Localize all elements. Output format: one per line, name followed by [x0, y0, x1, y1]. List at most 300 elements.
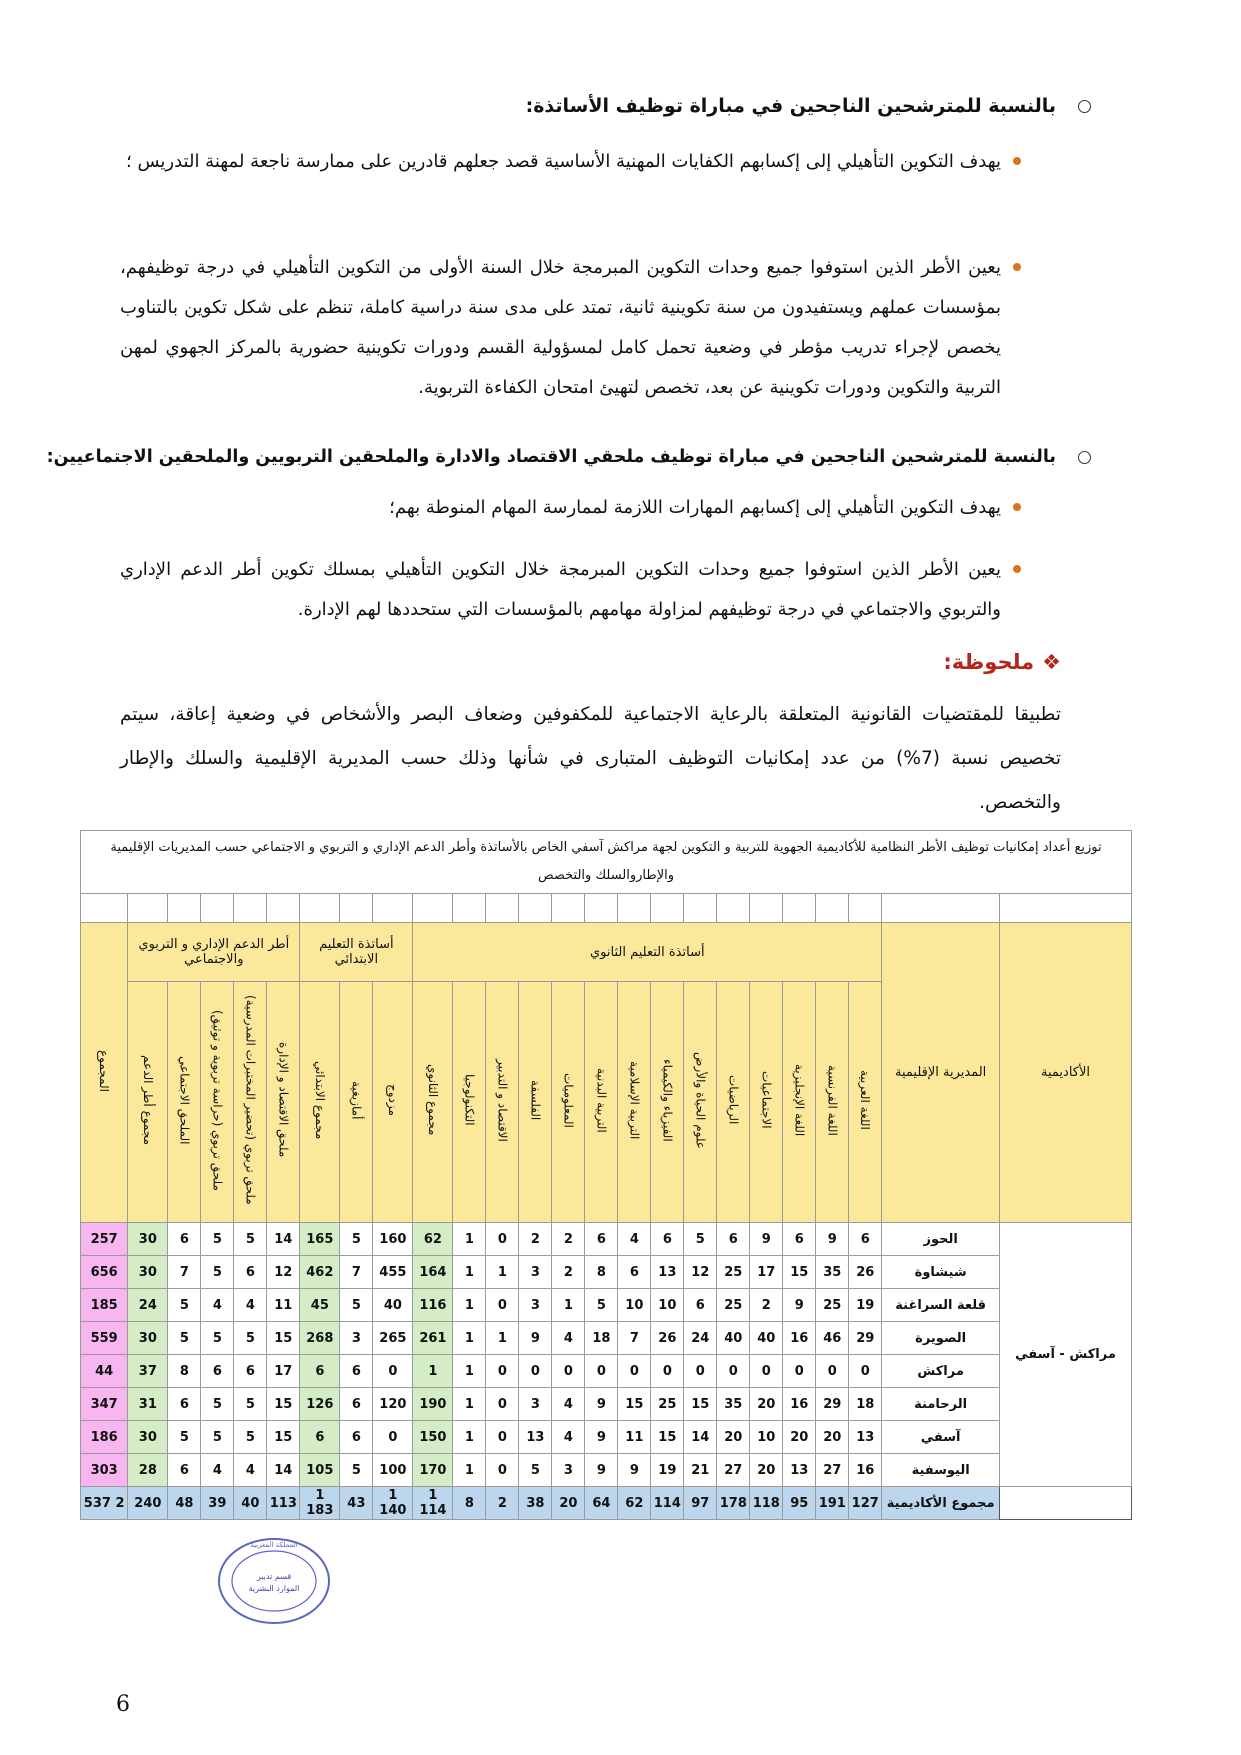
- value-cell: 190: [413, 1388, 453, 1421]
- value-cell: 5: [168, 1289, 201, 1322]
- value-cell: 265: [373, 1322, 413, 1355]
- value-cell: 18: [585, 1322, 618, 1355]
- total-cell: 8: [453, 1487, 486, 1520]
- total-cell: 114: [651, 1487, 684, 1520]
- value-cell: 1: [453, 1355, 486, 1388]
- value-cell: 1: [453, 1388, 486, 1421]
- value-cell: 3: [552, 1454, 585, 1487]
- bullet-dot-icon: [1013, 263, 1021, 271]
- value-cell: 4: [234, 1289, 267, 1322]
- column-header: مجموع الابتدائي: [300, 982, 340, 1223]
- circle-bullet-icon: [1078, 100, 1091, 113]
- value-cell: 18: [849, 1388, 882, 1421]
- column-header: مجموع الثانوي: [413, 982, 453, 1223]
- value-cell: 7: [618, 1322, 651, 1355]
- table-row: [81, 1355, 1132, 1388]
- value-cell: 5: [234, 1223, 267, 1256]
- value-cell: 13: [651, 1256, 684, 1289]
- header-support: أطر الدعم الإداري و التربوي والاجتماعي: [128, 923, 300, 982]
- value-cell: 5: [201, 1388, 234, 1421]
- value-cell: 6: [717, 1223, 750, 1256]
- total-cell: 127: [849, 1487, 882, 1520]
- value-cell: 5: [168, 1421, 201, 1454]
- directorate-cell: اليوسفية: [882, 1454, 1000, 1487]
- value-cell: 20: [750, 1388, 783, 1421]
- value-cell: 17: [750, 1256, 783, 1289]
- value-cell: 20: [717, 1421, 750, 1454]
- blank-cell: [81, 894, 128, 923]
- value-cell: 9: [585, 1421, 618, 1454]
- total-cell: 43: [340, 1487, 373, 1520]
- blank-cell: [651, 894, 684, 923]
- value-cell: 13: [849, 1421, 882, 1454]
- total-cell: 40: [234, 1487, 267, 1520]
- blank-cell: [128, 894, 168, 923]
- bullet-dot-icon: [1013, 503, 1021, 511]
- table-row: [81, 1322, 1132, 1355]
- empty-cell: [1000, 1487, 1132, 1520]
- value-cell: 16: [849, 1454, 882, 1487]
- value-cell: 35: [816, 1256, 849, 1289]
- value-cell: 5: [201, 1421, 234, 1454]
- value-cell: 6: [651, 1223, 684, 1256]
- value-cell: 1: [453, 1454, 486, 1487]
- value-cell: 35: [717, 1388, 750, 1421]
- value-cell: 40: [373, 1289, 413, 1322]
- value-cell: 9: [750, 1223, 783, 1256]
- value-cell: 24: [128, 1289, 168, 1322]
- value-cell: 165: [300, 1223, 340, 1256]
- value-cell: 6: [234, 1256, 267, 1289]
- section1-bullet-1: يهدف التكوين التأهيلي إلى إكسابهم الكفايات المهنية الأساسية قصد جعلهم قادرين على ممارسة ناجعة لمهنة التدريس ؛: [120, 142, 1001, 182]
- value-cell: 30: [128, 1421, 168, 1454]
- value-cell: 186: [81, 1421, 128, 1454]
- value-cell: 0: [585, 1355, 618, 1388]
- value-cell: 160: [373, 1223, 413, 1256]
- circle-bullet-icon: [1078, 451, 1091, 464]
- value-cell: 5: [234, 1388, 267, 1421]
- value-cell: 6: [340, 1421, 373, 1454]
- bullet-dot-icon: [1013, 565, 1021, 573]
- value-cell: 8: [585, 1256, 618, 1289]
- value-cell: 0: [486, 1355, 519, 1388]
- value-cell: 6: [340, 1388, 373, 1421]
- value-cell: 656: [81, 1256, 128, 1289]
- value-cell: 1: [453, 1322, 486, 1355]
- value-cell: 31: [128, 1388, 168, 1421]
- value-cell: 6: [300, 1421, 340, 1454]
- blank-cell: [585, 894, 618, 923]
- value-cell: 9: [618, 1454, 651, 1487]
- value-cell: 4: [552, 1421, 585, 1454]
- value-cell: 11: [618, 1421, 651, 1454]
- value-cell: 6: [340, 1355, 373, 1388]
- value-cell: 164: [413, 1256, 453, 1289]
- total-cell: 95: [783, 1487, 816, 1520]
- value-cell: 25: [717, 1256, 750, 1289]
- value-cell: 15: [267, 1322, 300, 1355]
- value-cell: 0: [519, 1355, 552, 1388]
- column-header: اللغة الفرنسية: [816, 982, 849, 1223]
- svg-text:المملكة المغربية: المملكة المغربية: [250, 1541, 298, 1549]
- total-cell: 97: [684, 1487, 717, 1520]
- bullet-dot-icon: [1013, 157, 1021, 165]
- value-cell: 3: [519, 1256, 552, 1289]
- value-cell: 29: [816, 1388, 849, 1421]
- column-header: مجموع أطر الدعم: [128, 982, 168, 1223]
- value-cell: 9: [585, 1454, 618, 1487]
- value-cell: 7: [340, 1256, 373, 1289]
- column-header: الرياضيات: [717, 982, 750, 1223]
- value-cell: 4: [552, 1322, 585, 1355]
- blank-cell: [552, 894, 585, 923]
- value-cell: 1: [453, 1256, 486, 1289]
- section1-bullet-2: يعين الأطر الذين استوفوا جميع وحدات التكوين المبرمجة خلال السنة الأولى من التكوين التأهيلي في درجة توظيفهم، بمؤسسات عملهم ويستفيدون من سنة تكوينية ثانية، تمتد على مدى سنة دراسية كاملة، تنظم على شكل تكوين بالتناوب يخصص لإجراء تدريب مؤطر في وضعية تحمل كامل لمسؤولية القسم ودورات تكوينية حضورية بالمركز الجهوي لمهن التربية والتكوين ودورات تكوينية عن بعد، تخصص لتهيئ امتحان الكفاءة التربوية.: [120, 248, 1001, 408]
- value-cell: 0: [373, 1421, 413, 1454]
- value-cell: 0: [717, 1355, 750, 1388]
- value-cell: 3: [340, 1322, 373, 1355]
- value-cell: 150: [413, 1421, 453, 1454]
- total-cell: 64: [585, 1487, 618, 1520]
- value-cell: 9: [519, 1322, 552, 1355]
- column-header: الفيزياء والكيمياء: [651, 982, 684, 1223]
- value-cell: 5: [168, 1322, 201, 1355]
- blank-cell: [882, 894, 1000, 923]
- total-cell: 113: [267, 1487, 300, 1520]
- value-cell: 16: [783, 1322, 816, 1355]
- column-header: ملحق الاقتصاد و الإدارة: [267, 982, 300, 1223]
- value-cell: 6: [849, 1223, 882, 1256]
- value-cell: 8: [168, 1355, 201, 1388]
- column-header: أمازيغية: [340, 982, 373, 1223]
- header-total: المجموع: [81, 923, 128, 1223]
- value-cell: 0: [486, 1421, 519, 1454]
- table-row: [81, 1388, 1132, 1421]
- column-header: التربية الإسلامية: [618, 982, 651, 1223]
- value-cell: 26: [651, 1322, 684, 1355]
- diamond-star-icon: ❖: [1042, 650, 1061, 674]
- blank-cell: [750, 894, 783, 923]
- value-cell: 44: [81, 1355, 128, 1388]
- value-cell: 26: [849, 1256, 882, 1289]
- value-cell: 0: [486, 1388, 519, 1421]
- value-cell: 11: [267, 1289, 300, 1322]
- value-cell: 15: [618, 1388, 651, 1421]
- blank-cell: [684, 894, 717, 923]
- total-cell: 240: [128, 1487, 168, 1520]
- value-cell: 15: [684, 1388, 717, 1421]
- value-cell: 9: [783, 1289, 816, 1322]
- table-row: [81, 1454, 1132, 1487]
- column-header: مزدوج: [373, 982, 413, 1223]
- total-cell: 48: [168, 1487, 201, 1520]
- value-cell: 15: [267, 1388, 300, 1421]
- total-cell: 118: [750, 1487, 783, 1520]
- column-header: الاجتماعيات: [750, 982, 783, 1223]
- svg-text:قسم تدبير: قسم تدبير: [256, 1572, 292, 1581]
- total-cell: 2: [486, 1487, 519, 1520]
- value-cell: 30: [128, 1256, 168, 1289]
- total-cell: 1 183: [300, 1487, 340, 1520]
- total-cell: 2 537: [81, 1487, 128, 1520]
- value-cell: 15: [651, 1421, 684, 1454]
- value-cell: 28: [128, 1454, 168, 1487]
- value-cell: 6: [168, 1223, 201, 1256]
- total-cell: 39: [201, 1487, 234, 1520]
- blank-cell: [413, 894, 453, 923]
- value-cell: 268: [300, 1322, 340, 1355]
- value-cell: 462: [300, 1256, 340, 1289]
- value-cell: 19: [849, 1289, 882, 1322]
- value-cell: 24: [684, 1322, 717, 1355]
- value-cell: 5: [684, 1223, 717, 1256]
- value-cell: 0: [849, 1355, 882, 1388]
- value-cell: 0: [651, 1355, 684, 1388]
- blank-cell: [373, 894, 413, 923]
- value-cell: 5: [340, 1289, 373, 1322]
- value-cell: 40: [717, 1322, 750, 1355]
- value-cell: 0: [750, 1355, 783, 1388]
- value-cell: 14: [267, 1454, 300, 1487]
- page-number: 6: [116, 1692, 130, 1717]
- column-header: الفلسفة: [519, 982, 552, 1223]
- value-cell: 2: [552, 1223, 585, 1256]
- table-row: [81, 1289, 1132, 1322]
- value-cell: 559: [81, 1322, 128, 1355]
- value-cell: 7: [168, 1256, 201, 1289]
- value-cell: 116: [413, 1289, 453, 1322]
- column-header: الاقتصاد و التدبير: [486, 982, 519, 1223]
- value-cell: 5: [585, 1289, 618, 1322]
- value-cell: 9: [816, 1223, 849, 1256]
- blank-cell: [267, 894, 300, 923]
- recruitment-table: [80, 830, 1132, 1520]
- column-header: المعلوميات: [552, 982, 585, 1223]
- value-cell: 30: [128, 1223, 168, 1256]
- value-cell: 46: [816, 1322, 849, 1355]
- value-cell: 40: [750, 1322, 783, 1355]
- directorate-cell: الصويرة: [882, 1322, 1000, 1355]
- blank-cell: [300, 894, 340, 923]
- value-cell: 20: [816, 1421, 849, 1454]
- value-cell: 4: [234, 1454, 267, 1487]
- value-cell: 185: [81, 1289, 128, 1322]
- value-cell: 29: [849, 1322, 882, 1355]
- value-cell: 4: [201, 1454, 234, 1487]
- value-cell: 0: [552, 1355, 585, 1388]
- header-secondary: أساتذة التعليم الثانوي: [413, 923, 882, 982]
- total-cell: 20: [552, 1487, 585, 1520]
- blank-cell: [201, 894, 234, 923]
- blank-cell: [168, 894, 201, 923]
- column-header: اللغة العربية: [849, 982, 882, 1223]
- value-cell: 1: [453, 1289, 486, 1322]
- value-cell: 14: [684, 1421, 717, 1454]
- value-cell: 20: [783, 1421, 816, 1454]
- svg-text:الموارد البشرية: الموارد البشرية: [248, 1584, 300, 1593]
- section2-heading: بالنسبة للمترشحين الناجحين في مباراة توظيف ملحقي الاقتصاد والادارة والملحقين التربويين والملحقين الاجتماعيين:: [47, 447, 1091, 467]
- value-cell: 126: [300, 1388, 340, 1421]
- value-cell: 6: [618, 1256, 651, 1289]
- value-cell: 12: [684, 1256, 717, 1289]
- value-cell: 25: [717, 1289, 750, 1322]
- value-cell: 0: [618, 1355, 651, 1388]
- value-cell: 1: [486, 1322, 519, 1355]
- value-cell: 45: [300, 1289, 340, 1322]
- value-cell: 25: [816, 1289, 849, 1322]
- directorate-cell: آسفي: [882, 1421, 1000, 1454]
- value-cell: 4: [552, 1388, 585, 1421]
- section2-bullet-2: يعين الأطر الذين استوفوا جميع وحدات التكوين المبرمجة خلال التكوين التأهيلي بمسلك تكوين أطر الدعم الإداري والتربوي والاجتماعي في درجة توظيفهم لمزاولة مهامهم بالمؤسسات التي ستحددها لهم الإدارة.: [120, 550, 1001, 630]
- value-cell: 1: [453, 1223, 486, 1256]
- value-cell: 0: [783, 1355, 816, 1388]
- header-academy: الأكاديمية: [1000, 923, 1132, 1223]
- value-cell: 303: [81, 1454, 128, 1487]
- column-header: التربية البدنية: [585, 982, 618, 1223]
- value-cell: 17: [267, 1355, 300, 1388]
- blank-cell: [340, 894, 373, 923]
- value-cell: 6: [234, 1355, 267, 1388]
- directorate-cell: قلعة السراغنة: [882, 1289, 1000, 1322]
- value-cell: 2: [519, 1223, 552, 1256]
- value-cell: 5: [234, 1322, 267, 1355]
- value-cell: 0: [486, 1223, 519, 1256]
- academy-cell: مراكش - آسفي: [1000, 1223, 1132, 1487]
- blank-cell: [618, 894, 651, 923]
- column-header: التكنولوجيا: [453, 982, 486, 1223]
- value-cell: 5: [340, 1454, 373, 1487]
- value-cell: 6: [783, 1223, 816, 1256]
- table-row: [81, 1421, 1132, 1454]
- directorate-cell: مراكش: [882, 1355, 1000, 1388]
- value-cell: 6: [201, 1355, 234, 1388]
- blank-cell: [783, 894, 816, 923]
- total-cell: 178: [717, 1487, 750, 1520]
- value-cell: 21: [684, 1454, 717, 1487]
- value-cell: 19: [651, 1454, 684, 1487]
- value-cell: 27: [717, 1454, 750, 1487]
- value-cell: 0: [486, 1454, 519, 1487]
- blank-cell: [453, 894, 486, 923]
- section1-heading: بالنسبة للمترشحين الناجحين في مباراة توظيف الأساتذة:: [526, 95, 1091, 117]
- value-cell: 10: [750, 1421, 783, 1454]
- total-cell: 1 114: [413, 1487, 453, 1520]
- value-cell: 15: [267, 1421, 300, 1454]
- column-header: ملحق تربوي (تحضير المختبرات المدرسية): [234, 982, 267, 1223]
- value-cell: 2: [750, 1289, 783, 1322]
- value-cell: 3: [519, 1289, 552, 1322]
- value-cell: 6: [684, 1289, 717, 1322]
- note-title: ❖ملحوظة:: [943, 650, 1061, 674]
- value-cell: 5: [340, 1223, 373, 1256]
- value-cell: 62: [413, 1223, 453, 1256]
- total-cell: 191: [816, 1487, 849, 1520]
- value-cell: 13: [783, 1454, 816, 1487]
- value-cell: 0: [373, 1355, 413, 1388]
- value-cell: 4: [618, 1223, 651, 1256]
- value-cell: 105: [300, 1454, 340, 1487]
- blank-cell: [519, 894, 552, 923]
- value-cell: 5: [234, 1421, 267, 1454]
- value-cell: 25: [651, 1388, 684, 1421]
- table-row: [81, 1256, 1132, 1289]
- value-cell: 455: [373, 1256, 413, 1289]
- value-cell: 6: [585, 1223, 618, 1256]
- column-header: ملحق تربوي (حراسة تربوية و توثيق): [201, 982, 234, 1223]
- value-cell: 6: [168, 1454, 201, 1487]
- total-cell: 62: [618, 1487, 651, 1520]
- value-cell: 9: [585, 1388, 618, 1421]
- directorate-cell: شيشاوة: [882, 1256, 1000, 1289]
- value-cell: 16: [783, 1388, 816, 1421]
- value-cell: 1: [413, 1355, 453, 1388]
- value-cell: 2: [552, 1256, 585, 1289]
- header-directorate: المديرية الإقليمية: [882, 923, 1000, 1223]
- blank-cell: [486, 894, 519, 923]
- blank-cell: [717, 894, 750, 923]
- blank-cell: [234, 894, 267, 923]
- value-cell: 100: [373, 1454, 413, 1487]
- total-label: مجموع الأكاديمية: [882, 1487, 1000, 1520]
- header-primary: أساتذة التعليم الابتدائي: [300, 923, 413, 982]
- total-cell: 1 140: [373, 1487, 413, 1520]
- directorate-cell: الرحامنة: [882, 1388, 1000, 1421]
- value-cell: 3: [519, 1388, 552, 1421]
- value-cell: 5: [201, 1223, 234, 1256]
- value-cell: 10: [618, 1289, 651, 1322]
- column-header: اللغة الإنجليزية: [783, 982, 816, 1223]
- column-header: الملحق الاجتماعي: [168, 982, 201, 1223]
- value-cell: 1: [453, 1421, 486, 1454]
- value-cell: 5: [519, 1454, 552, 1487]
- table-title: توزيع أعداد إمكانيات توظيف الأطر النظامية للأكاديمية الجهوية للتربية و التكوين لجهة مراكش آسفي الخاص بالأساتذة وأطر الدعم الإداري و التربوي و الاجتماعي حسب المديريات الإقليمية والإطاروالسلك والتخصص: [81, 831, 1132, 894]
- value-cell: 4: [201, 1289, 234, 1322]
- directorate-cell: الحوز: [882, 1223, 1000, 1256]
- value-cell: 20: [750, 1454, 783, 1487]
- value-cell: 120: [373, 1388, 413, 1421]
- value-cell: 347: [81, 1388, 128, 1421]
- section2-bullet-1: يهدف التكوين التأهيلي إلى إكسابهم المهارات اللازمة لممارسة المهام المنوطة بهم؛: [120, 488, 1001, 528]
- note-text: تطبيقا للمقتضيات القانونية المتعلقة بالرعاية الاجتماعية للمكفوفين وضعاف البصر والأشخاص في وضعية إعاقة، سيتم تخصيص نسبة (7%) من عدد إمكانيات التوظيف المتبارى في شأنها وذلك حسب المديرية الإقليمية والسلك والإطار والتخصص.: [120, 704, 1061, 813]
- value-cell: 1: [486, 1256, 519, 1289]
- value-cell: 0: [816, 1355, 849, 1388]
- column-header: علوم الحياة والأرض: [684, 982, 717, 1223]
- value-cell: 27: [816, 1454, 849, 1487]
- value-cell: 6: [300, 1355, 340, 1388]
- blank-cell: [1000, 894, 1132, 923]
- value-cell: 6: [168, 1388, 201, 1421]
- value-cell: 257: [81, 1223, 128, 1256]
- value-cell: 0: [486, 1289, 519, 1322]
- value-cell: 15: [783, 1256, 816, 1289]
- total-cell: 38: [519, 1487, 552, 1520]
- value-cell: 0: [684, 1355, 717, 1388]
- value-cell: 30: [128, 1322, 168, 1355]
- value-cell: 14: [267, 1223, 300, 1256]
- blank-cell: [816, 894, 849, 923]
- official-stamp: [215, 1535, 333, 1627]
- value-cell: 12: [267, 1256, 300, 1289]
- value-cell: 37: [128, 1355, 168, 1388]
- value-cell: 1: [552, 1289, 585, 1322]
- blank-cell: [849, 894, 882, 923]
- table-row: [81, 1223, 1132, 1256]
- value-cell: 13: [519, 1421, 552, 1454]
- value-cell: 10: [651, 1289, 684, 1322]
- value-cell: 170: [413, 1454, 453, 1487]
- value-cell: 261: [413, 1322, 453, 1355]
- value-cell: 5: [201, 1256, 234, 1289]
